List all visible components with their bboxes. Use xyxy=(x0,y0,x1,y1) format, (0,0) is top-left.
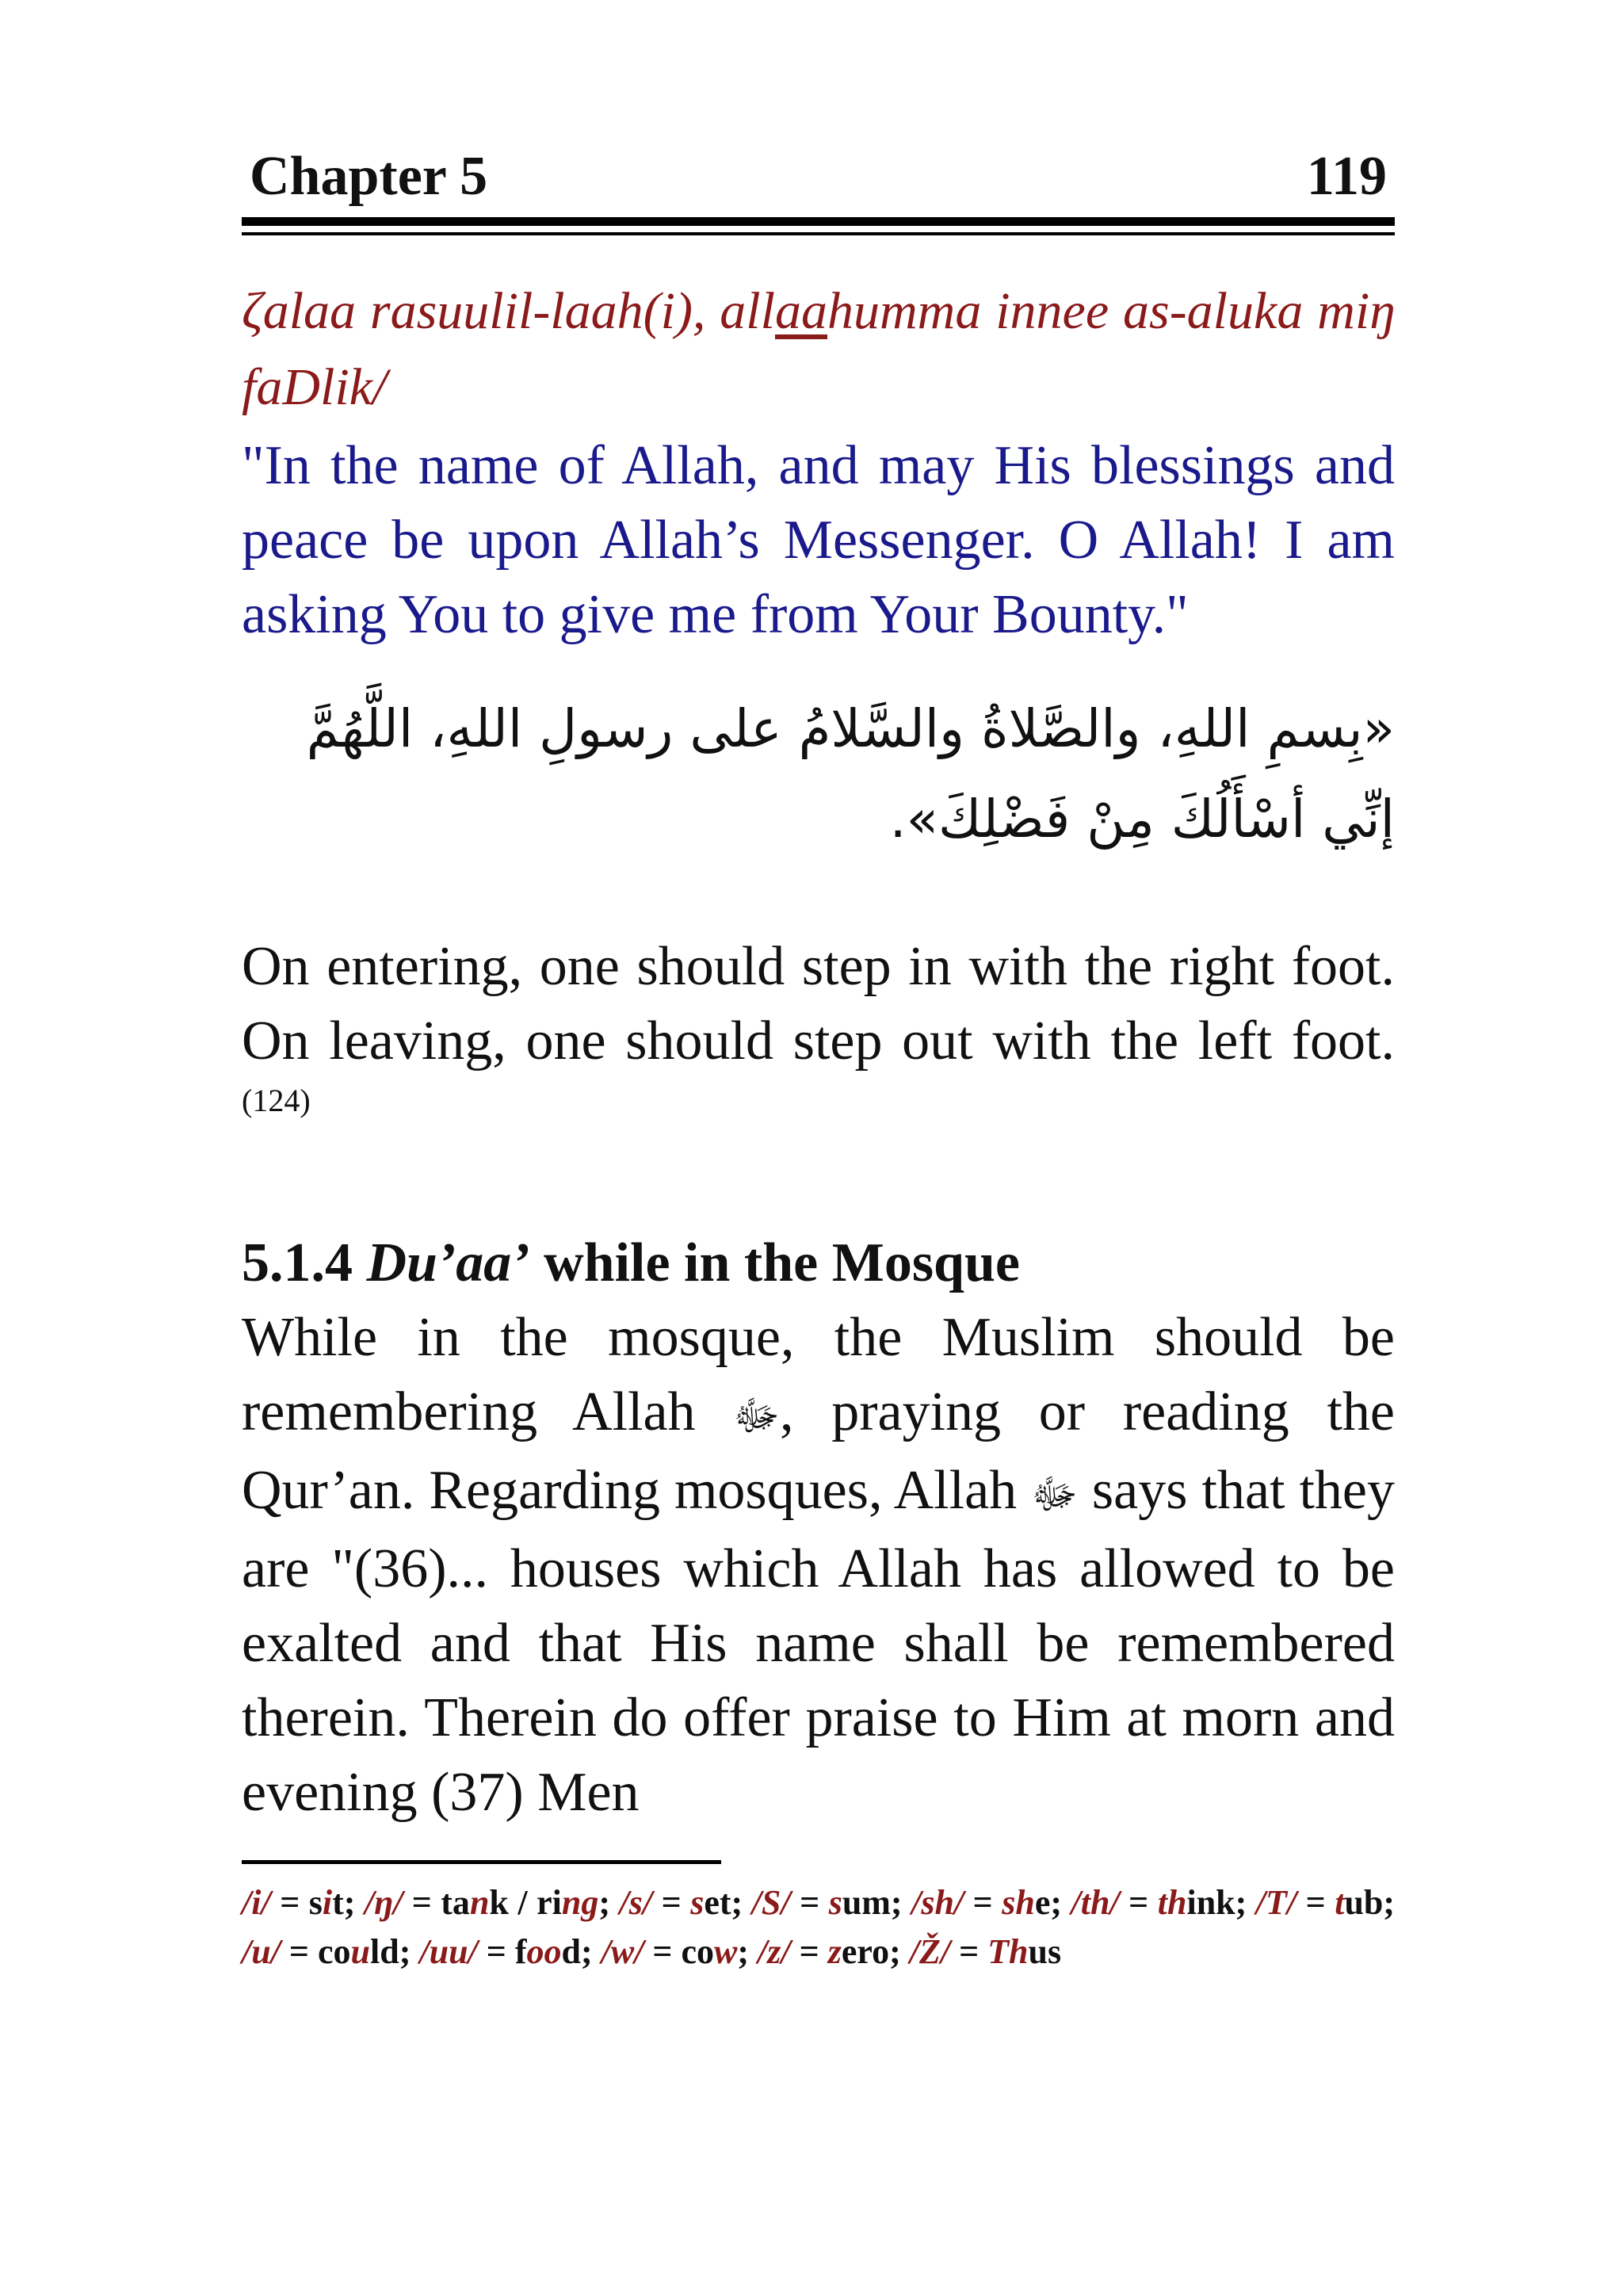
key-example-highlight: Th xyxy=(987,1932,1029,1971)
key-symbol: /uu/ xyxy=(419,1932,478,1971)
key-example-post: ; xyxy=(598,1883,620,1922)
section-title-italic: Du’aa’ xyxy=(366,1232,530,1293)
section-number: 5.1.4 xyxy=(242,1232,353,1293)
key-symbol: /w/ xyxy=(601,1932,644,1971)
key-equals: = xyxy=(652,1883,691,1922)
key-example-highlight: s xyxy=(828,1883,842,1922)
key-example-post: k / ri xyxy=(489,1883,562,1922)
key-example-post: us xyxy=(1028,1932,1062,1971)
key-example-post: et; xyxy=(704,1883,752,1922)
transliteration xyxy=(242,273,1395,426)
paragraph-entering-text: On entering, one should step in with the right foot. On leaving, one should step out with the left foot. xyxy=(242,936,1395,1072)
key-example-pre: ta xyxy=(441,1883,470,1922)
key-equals: = xyxy=(1119,1883,1158,1922)
paragraph-mosque-part2: , praying or reading the Qur’an. Regarding mosques, Allah xyxy=(242,1381,1395,1521)
arabic-dua: «بِسمِ اللهِ، والصَّلاةُ والسَّلامُ على رسولِ اللهِ، اللَّهُمَّ إنِّي أسْأَلُكَ مِنْ فَضْلِكَ». xyxy=(306,698,1395,850)
key-example-highlight: s xyxy=(690,1883,705,1922)
key-symbol: /th/ xyxy=(1071,1883,1120,1922)
section-title-rest: while in the Mosque xyxy=(544,1232,1020,1293)
key-symbol: /Ž/ xyxy=(909,1932,951,1971)
key-example-highlight: w xyxy=(714,1932,738,1971)
key-example-highlight: z xyxy=(827,1932,842,1971)
exalted-glyph-icon: ﷻ xyxy=(1031,1471,1078,1519)
key-example-highlight: t xyxy=(1335,1883,1345,1922)
key-example-post: ero; xyxy=(841,1932,910,1971)
key-example-highlight: i xyxy=(322,1883,333,1922)
chapter-title: Chapter 5 xyxy=(250,146,488,207)
key-symbol: /i/ xyxy=(242,1883,271,1922)
key-example-post: e; xyxy=(1034,1883,1071,1922)
key-example-highlight: u xyxy=(350,1932,371,1971)
key-entry xyxy=(601,1932,758,1971)
exalted-glyph-icon: ﷻ xyxy=(733,1392,780,1440)
key-equals: = xyxy=(950,1932,988,1971)
transliteration-part2: humma innee as-aluka miŋ faDlik/ xyxy=(242,282,1396,416)
key-example-post: ; xyxy=(737,1932,758,1971)
key-entry xyxy=(910,1932,1061,1971)
page-number: 119 xyxy=(1306,146,1387,207)
transliteration-underlined: aa xyxy=(775,282,827,340)
key-equals: = xyxy=(280,1932,318,1971)
transliteration-part1: ζalaa rasuulil-laah(i), all xyxy=(242,282,775,340)
key-equals: = xyxy=(790,1932,828,1971)
key-equals: = xyxy=(477,1932,515,1971)
key-example-post: um; xyxy=(842,1883,912,1922)
footnote-rule xyxy=(242,1860,721,1864)
key-symbol: /sh/ xyxy=(911,1883,964,1922)
header-rule-thin xyxy=(242,232,1395,235)
key-entry xyxy=(1071,1883,1256,1922)
paragraph-entering xyxy=(242,930,1395,1153)
running-header xyxy=(242,143,1395,211)
key-entry xyxy=(911,1883,1071,1922)
key-symbol: /S/ xyxy=(751,1883,791,1922)
key-entry xyxy=(620,1883,752,1922)
key-equals: = xyxy=(1296,1883,1335,1922)
key-equals: = xyxy=(964,1883,1002,1922)
paragraph-mosque-part1: While in the mosque, the Muslim should be remembering Allah xyxy=(242,1307,1395,1442)
key-entry xyxy=(242,1932,419,1971)
paragraph-mosque xyxy=(242,1301,1395,1830)
key-example-highlight: oo xyxy=(526,1932,562,1971)
key-example-post: ld; xyxy=(370,1932,420,1971)
key-example-post: ink; xyxy=(1186,1883,1256,1922)
translation-text: "In the name of Allah, and may His blessings and peace be upon Allah’s Messenger. O Allah! I am asking You to give me from Your Bounty." xyxy=(242,435,1395,645)
key-example-highlight: n xyxy=(469,1883,490,1922)
key-entry xyxy=(758,1932,910,1971)
header-rule-thick xyxy=(242,217,1395,226)
key-example-post: d; xyxy=(561,1932,601,1971)
footnote-reference[interactable]: (124) xyxy=(242,1083,311,1118)
key-entry xyxy=(419,1932,601,1971)
key-example-pre: f xyxy=(514,1932,527,1971)
section-heading xyxy=(242,1226,1395,1301)
key-equals: = xyxy=(403,1883,441,1922)
key-symbol: /z/ xyxy=(758,1932,791,1971)
key-entry xyxy=(752,1883,911,1922)
key-example-pre: co xyxy=(318,1932,351,1971)
key-equals: = xyxy=(643,1932,682,1971)
key-example-post: t; xyxy=(332,1883,365,1922)
key-entry xyxy=(242,1883,365,1922)
paragraph-mosque-part3: says that they are "(36)... houses which Allah has allowed to be exalted and that His name shall be remembered therein. Therein do offer praise to Him at morn and evening (37) Men xyxy=(242,1460,1396,1823)
key-example-pre: co xyxy=(681,1932,715,1971)
pronunciation-key xyxy=(242,1878,1395,1977)
key-example-post: ub; xyxy=(1344,1883,1396,1922)
key-equals: = xyxy=(790,1883,829,1922)
book-page xyxy=(242,143,1395,1977)
key-symbol: /s/ xyxy=(619,1883,653,1922)
key-symbol: /u/ xyxy=(242,1932,281,1971)
key-example-highlight: sh xyxy=(1002,1883,1035,1922)
key-entry xyxy=(1256,1883,1395,1922)
key-equals: = xyxy=(270,1883,309,1922)
key-example-pre: s xyxy=(308,1883,323,1922)
key-example-highlight: th xyxy=(1157,1883,1187,1922)
key-entry xyxy=(365,1883,562,1922)
key-example-highlight: ng xyxy=(561,1883,599,1922)
key-entry xyxy=(562,1883,620,1922)
key-symbol: /ŋ/ xyxy=(364,1883,403,1922)
key-symbol: /T/ xyxy=(1255,1883,1297,1922)
